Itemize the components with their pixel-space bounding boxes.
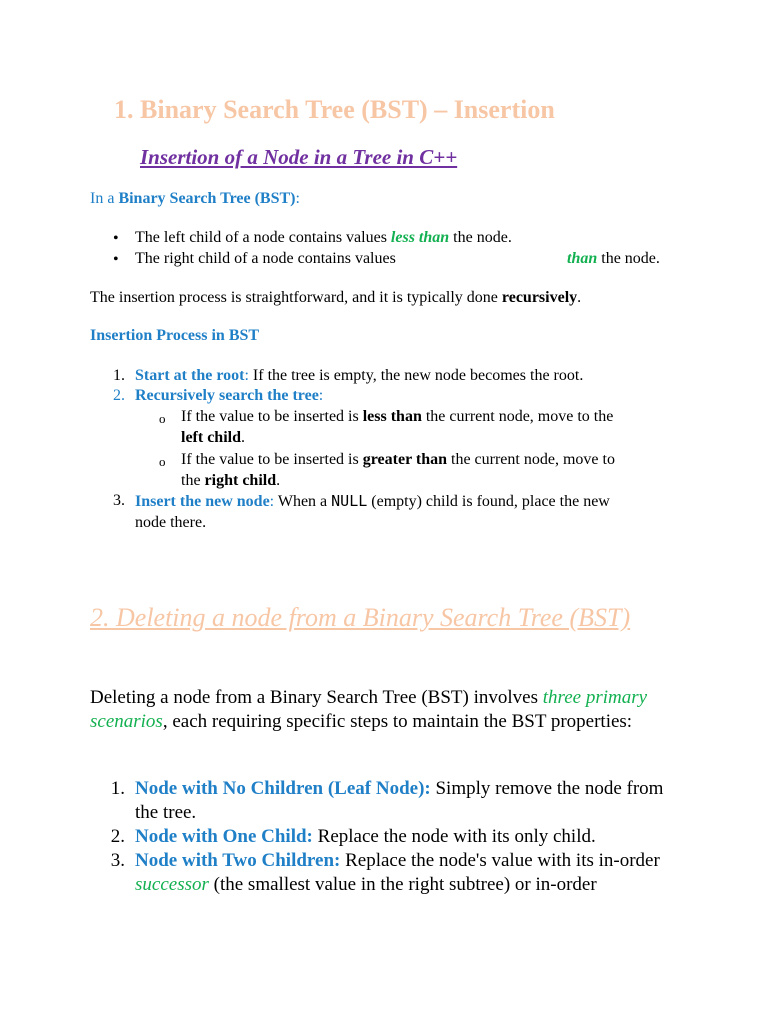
intro-text: , each requiring specific steps to maintain the BST properties: — [162, 711, 633, 732]
sub-marker: o — [159, 411, 166, 426]
substep-text: the — [181, 472, 205, 489]
step-text: When a — [274, 493, 332, 510]
item-text: Replace the node with its only child. — [312, 826, 596, 847]
step-text: (empty) child is found, place the new — [367, 493, 610, 510]
item-label: Node with One Child: — [135, 826, 313, 847]
item-text: Replace the node's value with its in-order — [340, 850, 660, 871]
step-label: Recursively search the tree — [135, 387, 319, 404]
step-insert-node — [135, 492, 610, 511]
substep-bold: greater than — [362, 451, 447, 468]
bullet-text: the node. — [597, 250, 660, 267]
intro-emphasis: three primary scenarios — [90, 687, 648, 732]
null-code: NULL — [331, 492, 368, 510]
step-sep: : — [318, 387, 324, 404]
step-label: Start at the root — [135, 367, 245, 384]
substep-text: . — [241, 429, 245, 446]
process-bold: recursively — [501, 289, 578, 306]
item-text: (the smallest value in the right subtree) or in-order — [208, 874, 597, 895]
substep-bold: left child — [181, 429, 241, 446]
step-label: Insert the new node — [135, 493, 270, 510]
process-text: The insertion process is straightforward, and it is typically done — [90, 289, 502, 306]
item-label: Node with No Children (Leaf Node): — [135, 778, 431, 799]
bullet-item-left-child — [135, 229, 512, 247]
substep-text: the current node, move to — [447, 451, 615, 468]
substep-bold: right child — [204, 472, 277, 489]
step-number: 1. — [113, 367, 125, 384]
item-label: Node with Two Children: — [135, 850, 341, 871]
intro-suffix: : — [295, 190, 300, 207]
bullet-emphasis: than — [567, 250, 598, 267]
item-one-child — [135, 825, 675, 849]
bullet-marker: • — [113, 251, 119, 268]
bullet-text: the node. — [449, 229, 512, 246]
item-number: 2. — [110, 826, 125, 847]
step-start-root — [135, 367, 583, 385]
item-leaf-node — [135, 777, 675, 825]
step-sep: : — [244, 367, 249, 384]
step-sep: : — [269, 493, 275, 510]
step-number: 2. — [113, 387, 125, 404]
intro-prefix: In a — [90, 190, 119, 207]
step-recursive-search — [135, 387, 323, 405]
item-number: 1. — [110, 778, 125, 799]
item-number: 3. — [110, 850, 125, 871]
process-text: . — [577, 289, 582, 306]
bullet-text: The left child of a node contains values — [135, 229, 391, 246]
bullet-emphasis: less than — [390, 229, 450, 246]
item-two-children — [135, 849, 675, 897]
process-description — [90, 289, 581, 307]
bullet-item-right-child-end — [567, 250, 660, 268]
substep-bold: less than — [362, 408, 422, 425]
section1-subtitle: Insertion of a Node in a Tree in C++ — [140, 145, 458, 169]
step-text: If the tree is empty, the new node becomes the root. — [248, 367, 584, 384]
sub-marker: o — [159, 454, 166, 469]
intro-bold: Binary Search Tree (BST) — [118, 190, 296, 207]
substep-text: If the value to be inserted is — [181, 408, 363, 425]
substep-text: If the value to be inserted is — [181, 451, 363, 468]
step-number: 3. — [113, 492, 125, 509]
item-text: Simply remove the node from the tree. — [135, 778, 664, 823]
section1-intro — [90, 190, 300, 208]
substep-less-than-line2 — [181, 429, 245, 447]
process-heading: Insertion Process in BST — [90, 327, 260, 344]
substep-greater-than-line2 — [181, 472, 280, 490]
substep-text: the current node, move to the — [421, 408, 614, 425]
item-emphasis: successor — [135, 874, 209, 895]
bullet-text: The right child of a node contains values — [135, 250, 396, 267]
section1-title: 1. Binary Search Tree (BST) – Insertion — [114, 95, 555, 124]
substep-greater-than-line1 — [181, 451, 615, 469]
section2-title: 2. Deleting a node from a Binary Search Tree (BST) — [90, 603, 631, 632]
substep-text: . — [276, 472, 281, 489]
bullet-item-right-child — [135, 250, 396, 268]
intro-text: Deleting a node from a Binary Search Tree (BST) involves — [90, 687, 543, 708]
bullet-marker: • — [113, 230, 119, 247]
section2-intro — [90, 686, 650, 734]
step-insert-node-line2: node there. — [135, 514, 207, 531]
substep-less-than-line1 — [181, 408, 613, 426]
